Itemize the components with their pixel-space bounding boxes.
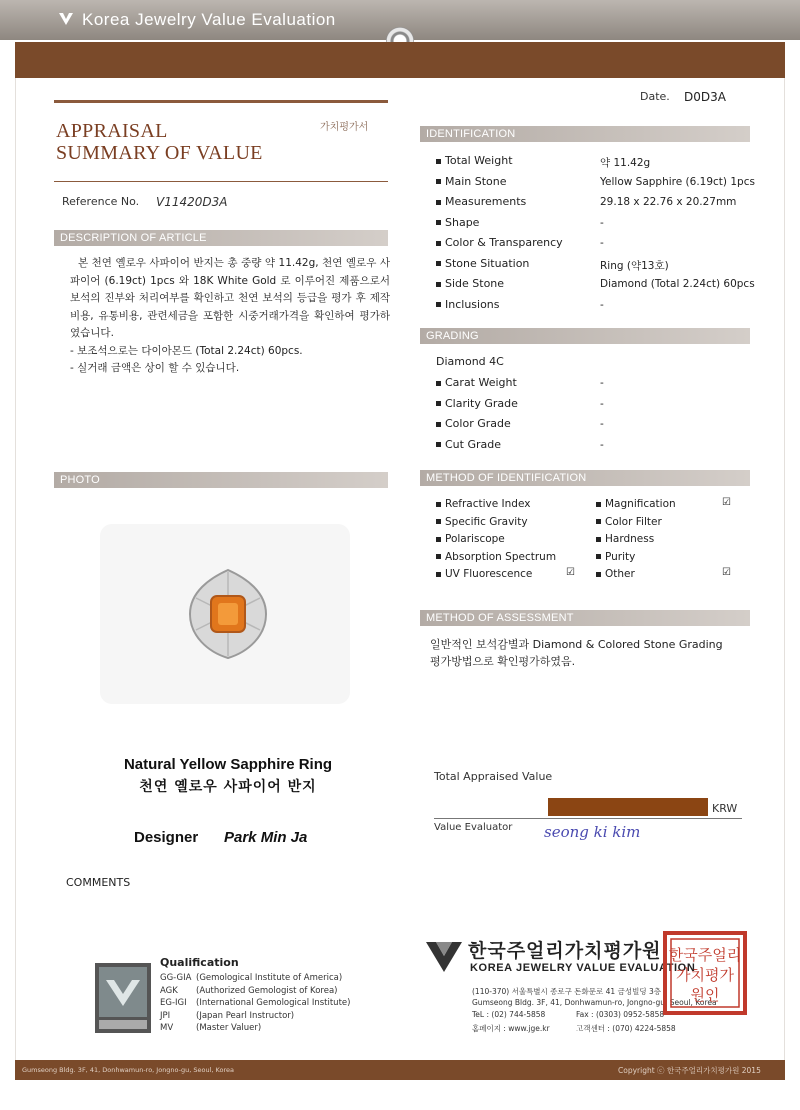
method-item (436, 551, 556, 563)
grading-row (436, 376, 517, 389)
page-title-korean: 가치평가서 (320, 122, 369, 133)
bullet-square-icon (436, 200, 441, 205)
bullet-square-icon (436, 302, 441, 307)
bullet-square-icon (596, 519, 601, 524)
reference-value: V11420D3A (156, 195, 228, 209)
qualification-row (160, 998, 350, 1008)
section-header-method-identification: METHOD OF IDENTIFICATION (420, 470, 750, 486)
reference-label: Reference No. (62, 195, 140, 208)
method-assessment-text: 일반적인 보석감별과 Diamond & Colored Stone Grading 평가방법으로 확인평가하였음. (430, 638, 723, 668)
bullet-square-icon (436, 159, 441, 164)
qualification-row (160, 1023, 261, 1033)
kjve-logo-icon (424, 938, 464, 974)
identification-row-label: Stone Situation (445, 256, 530, 270)
ring-photo (186, 568, 270, 660)
qualification-text: (Authorized Gemologist of Korea) (196, 985, 338, 996)
grading-row (436, 397, 518, 410)
qualification-abbr: GG-GIA (160, 973, 192, 983)
currency-label: KRW (712, 802, 738, 815)
grading-value: - (600, 397, 604, 410)
grading-row-label: Color Grade (445, 417, 511, 430)
identification-row (436, 277, 504, 290)
identification-row (436, 154, 513, 167)
grading-row-label: Clarity Grade (445, 396, 518, 410)
checkbox-checked-icon: ☑ (566, 567, 575, 578)
checkbox-checked-icon: ☑ (722, 567, 731, 578)
bullet-square-icon (596, 554, 601, 559)
title-rule-bottom (54, 181, 388, 182)
product-name: Natural Yellow Sapphire Ring (123, 756, 333, 773)
method-item (596, 498, 676, 510)
qualification-text: (Master Valuer) (196, 1023, 262, 1033)
bullet-square-icon (596, 537, 601, 542)
bullet-square-icon (436, 401, 441, 406)
grading-row-label: Cut Grade (445, 437, 501, 451)
section-header-grading: GRADING (420, 328, 750, 344)
organization-name: KOREA JEWELRY VALUE EVALUATION (470, 962, 696, 974)
identification-row (436, 216, 479, 229)
designer-label: Designer (134, 829, 199, 846)
identification-value: 29.18 x 22.76 x 20.27mm (600, 196, 737, 208)
checkbox-checked-icon: ☑ (722, 497, 731, 508)
svg-text:seong ki kim: seong ki kim (544, 823, 641, 841)
footer-copyright: Copyright ⓒ 한국주얼리가치평가원 2015 (618, 1066, 761, 1075)
telephone: TeL : (02) 744-5858 (472, 1010, 546, 1019)
method-item (596, 551, 635, 563)
svg-text:원인: 원인 (690, 986, 720, 1004)
identification-value: Yellow Sapphire (6.19ct) 1pcs (600, 175, 755, 188)
method-item-label: Refractive Index (445, 498, 531, 510)
qualification-abbr: EG-IGI (160, 998, 187, 1008)
brand-name: Korea Jewelry Value Evaluation (82, 10, 336, 29)
identification-row-label: Color & Transparency (445, 236, 563, 249)
identification-value: - (600, 216, 604, 229)
method-item (596, 533, 654, 545)
grading-row (436, 438, 501, 451)
value-evaluator-label: Value Evaluator (434, 822, 513, 833)
identification-row (436, 298, 500, 311)
bullet-square-icon (596, 502, 601, 507)
identification-value: - (600, 237, 604, 249)
bullet-square-icon (436, 554, 441, 559)
grading-value: - (600, 438, 604, 451)
diamond-v-logo-icon (58, 12, 74, 26)
description-note: - 실거래 금액은 상이 할 수 있습니다. (70, 362, 240, 374)
identification-value: Diamond (Total 2.24ct) 60pcs (600, 278, 755, 290)
customer-center: 고객센터 : (070) 4224-5858 (576, 1024, 676, 1033)
identification-row (436, 257, 529, 270)
method-item (436, 516, 528, 528)
grading-row (436, 417, 511, 430)
qualification-abbr: JPI (160, 1010, 171, 1021)
method-item (596, 568, 635, 580)
method-item-label: Hardness (605, 533, 655, 545)
bullet-square-icon (436, 261, 441, 266)
method-item-label: Purity (605, 550, 636, 563)
title-rule-top (54, 100, 388, 103)
grading-value: - (600, 377, 604, 389)
identification-row-label: Total Weight (445, 154, 513, 167)
description-note: - 보조석으로는 다이아몬드 (Total 2.24ct) 60pcs. (70, 344, 303, 357)
official-seal-stamp (662, 930, 748, 1016)
qualification-text: (Gemological Institute of America) (196, 973, 343, 983)
method-item-label: Specific Gravity (445, 515, 528, 528)
footer-address: Gumseong Bldg. 3F, 41, Donhwamun-ro, Jongno-gu, Seoul, Korea (22, 1066, 234, 1074)
bullet-square-icon (436, 572, 441, 577)
bullet-square-icon (436, 381, 441, 386)
bullet-square-icon (436, 241, 441, 246)
identification-row-label: Measurements (445, 195, 527, 208)
organization-name-korean: 한국주얼리가치평가원 (468, 940, 662, 962)
section-header-method-assessment: METHOD OF ASSESSMENT (420, 610, 750, 626)
grading-row-label: Carat Weight (445, 376, 517, 389)
value-line (434, 818, 742, 819)
qualification-row (160, 986, 337, 996)
section-header-identification: IDENTIFICATION (420, 126, 750, 142)
svg-text:한국주얼리: 한국주얼리 (668, 946, 742, 964)
section-header-photo: PHOTO (54, 472, 388, 488)
method-item-label: Color Filter (605, 515, 662, 528)
method-item (436, 568, 532, 580)
method-item (436, 533, 505, 545)
identification-row (436, 236, 563, 249)
website: 홈페이지 : www.jge.kr (472, 1024, 550, 1033)
page-title: APPRAISAL SUMMARY OF VALUE (56, 120, 263, 164)
section-header-description: DESCRIPTION OF ARTICLE (54, 230, 388, 246)
evaluator-signature (542, 820, 698, 844)
total-appraised-value-label: Total Appraised Value (434, 770, 553, 783)
address-korean: (110-370) 서울특별시 종로구 돈화문로 41 금성빌딩 3층 (472, 987, 661, 996)
bullet-square-icon (436, 282, 441, 287)
identification-row-label: Side Stone (445, 277, 505, 290)
bullet-square-icon (436, 179, 441, 184)
bullet-square-icon (436, 220, 441, 225)
identification-row (436, 175, 507, 188)
bullet-square-icon (436, 537, 441, 542)
method-item-label: Other (605, 568, 635, 580)
svg-text:가치평가: 가치평가 (676, 966, 734, 984)
method-item (596, 516, 662, 528)
identification-row (436, 195, 526, 208)
grading-subtitle: Diamond 4C (436, 355, 504, 368)
bullet-square-icon (436, 422, 441, 427)
comments-label: COMMENTS (66, 876, 131, 889)
qualification-row (160, 1011, 294, 1021)
bullet-square-icon (436, 502, 441, 507)
identification-value: Ring (약13호) (600, 259, 669, 272)
date-label: Date. (640, 90, 670, 103)
redacted-value (548, 798, 708, 816)
grading-value: - (600, 418, 604, 430)
identification-value: - (600, 298, 604, 311)
address-english: Gumseong Bldg. 3F, 41, Donhwamun-ro, Jongno-gu, Seoul, Korea (472, 998, 717, 1007)
description-body (70, 255, 390, 378)
product-name-korean: 천연 옐로우 사파이어 반지 (139, 779, 317, 795)
qualification-text: (International Gemological Institute) (196, 998, 351, 1008)
identification-row-label: Shape (445, 215, 480, 229)
qualification-text: (Japan Pearl Instructor) (196, 1010, 295, 1021)
identification-row-label: Main Stone (445, 174, 507, 188)
qualification-abbr: MV (160, 1023, 174, 1033)
method-item-label: Absorption Spectrum (445, 550, 557, 563)
qualification-title: Qualification (160, 956, 239, 969)
fax: Fax : (0303) 0952-5858 (576, 1010, 665, 1019)
method-item-label: Polariscope (445, 533, 505, 545)
identification-row-label: Inclusions (445, 297, 500, 311)
bullet-square-icon (596, 572, 601, 577)
designer-name: Park Min Ja (224, 829, 308, 846)
qualification-badge-icon (94, 962, 152, 1034)
method-item-label: UV Fluorescence (445, 568, 533, 580)
date-value: D0D3A (684, 90, 726, 104)
identification-value: 약 11.42g (600, 157, 651, 169)
brown-header-bar (15, 42, 785, 78)
qualification-abbr: AGK (160, 985, 178, 996)
method-item (436, 498, 530, 510)
bullet-square-icon (436, 519, 441, 524)
qualification-row (160, 973, 342, 983)
bullet-square-icon (436, 442, 441, 447)
description-paragraph: 본 천연 옐로우 사파이어 반지는 총 중량 약 11.42g, 천연 옐로우 사파이어 (6.19ct) 1pcs 와 18K White Gold 로 이루어진 제품으로서 보석의 진부와 처리여부를 확인하고 천연 보석의 등급을 평가 후 제작비용, 유통비용, 관련세금을 포함한 시중거래가격을 확인하여 평가하였습니다. (70, 257, 390, 339)
method-item-label: Magnification (605, 498, 676, 510)
